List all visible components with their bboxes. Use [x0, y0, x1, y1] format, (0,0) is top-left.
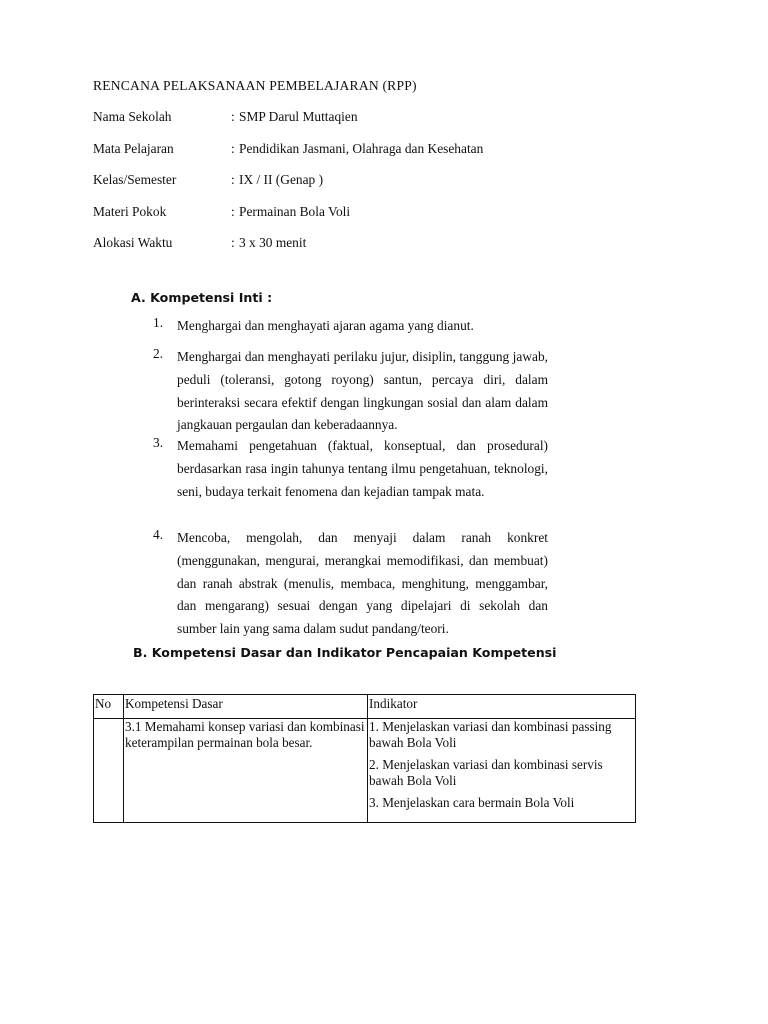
- section-b-heading: B. Kompetensi Dasar dan Indikator Pencapaian Kompetensi: [133, 645, 557, 660]
- identity-label: Nama Sekolah: [93, 109, 172, 124]
- identity-label: Alokasi Waktu: [93, 235, 173, 250]
- identity-label: Materi Pokok: [93, 204, 167, 219]
- identity-separator: :: [231, 172, 235, 187]
- column-header-no: No: [94, 695, 124, 719]
- indikator-item: 2. Menjelaskan variasi dan kombinasi servis bawah Bola Voli: [369, 757, 603, 788]
- cell-no: [94, 719, 124, 823]
- cell-kompetensi-dasar: 3.1 Memahami konsep variasi dan kombinasi keterampilan permainan bola besar.: [124, 719, 368, 823]
- identity-separator: :: [231, 235, 235, 250]
- identity-value: Permainan Bola Voli: [239, 204, 351, 219]
- cell-indikator: [368, 719, 636, 823]
- column-header-indikator: Indikator: [368, 695, 636, 719]
- item-text: Menghargai dan menghayati ajaran agama yang dianut.: [177, 318, 474, 333]
- indikator-item: 3. Menjelaskan cara bermain Bola Voli: [369, 795, 575, 810]
- item-number: 2.: [153, 346, 164, 361]
- table-row: [94, 719, 636, 823]
- item-text: Memahami pengetahuan (faktual, konseptual, dan prosedural) berdasarkan rasa ingin tahunya tentang ilmu pengetahuan, teknologi, seni, budaya terkait fenomena dan kejadian tampak mata.: [177, 438, 548, 499]
- item-number: 1.: [153, 315, 164, 330]
- competency-table: [93, 694, 636, 823]
- identity-label: Mata Pelajaran: [93, 141, 174, 156]
- identity-value: 3 x 30 menit: [239, 235, 307, 250]
- identity-separator: :: [231, 204, 235, 219]
- item-text: Menghargai dan menghayati perilaku jujur, disiplin, tanggung jawab, peduli (toleransi, gotong royong) santun, percaya diri, dalam berinteraksi secara efektif dengan lingkungan sosial dan alam dalam jangkauan pergaulan dan keberadaannya.: [177, 349, 548, 433]
- section-a-heading: A. Kompetensi Inti :: [131, 290, 273, 305]
- identity-label: Kelas/Semester: [93, 172, 177, 187]
- column-header-kd: Kompetensi Dasar: [124, 695, 368, 719]
- indikator-item: 1. Menjelaskan variasi dan kombinasi passing bawah Bola Voli: [369, 719, 612, 750]
- identity-value: Pendidikan Jasmani, Olahraga dan Kesehatan: [239, 141, 484, 156]
- identity-separator: :: [231, 109, 235, 124]
- item-number: 3.: [153, 435, 164, 450]
- identity-value: SMP Darul Muttaqien: [239, 109, 358, 124]
- identity-value: IX / II (Genap ): [239, 172, 324, 187]
- item-number: 4.: [153, 527, 164, 542]
- item-text: Mencoba, mengolah, dan menyaji dalam ranah konkret (menggunakan, mengurai, merangkai memodifikasi, dan membuat) dan ranah abstrak (menulis, membaca, menghitung, menggambar, dan mengarang) sesuai dengan yang dipelajari di sekolah dan sumber lain yang sama dalam sudut pandang/teori.: [177, 530, 548, 637]
- document-title: RENCANA PELAKSANAAN PEMBELAJARAN (RPP): [93, 78, 417, 93]
- table-header-row: [94, 695, 636, 719]
- identity-separator: :: [231, 141, 235, 156]
